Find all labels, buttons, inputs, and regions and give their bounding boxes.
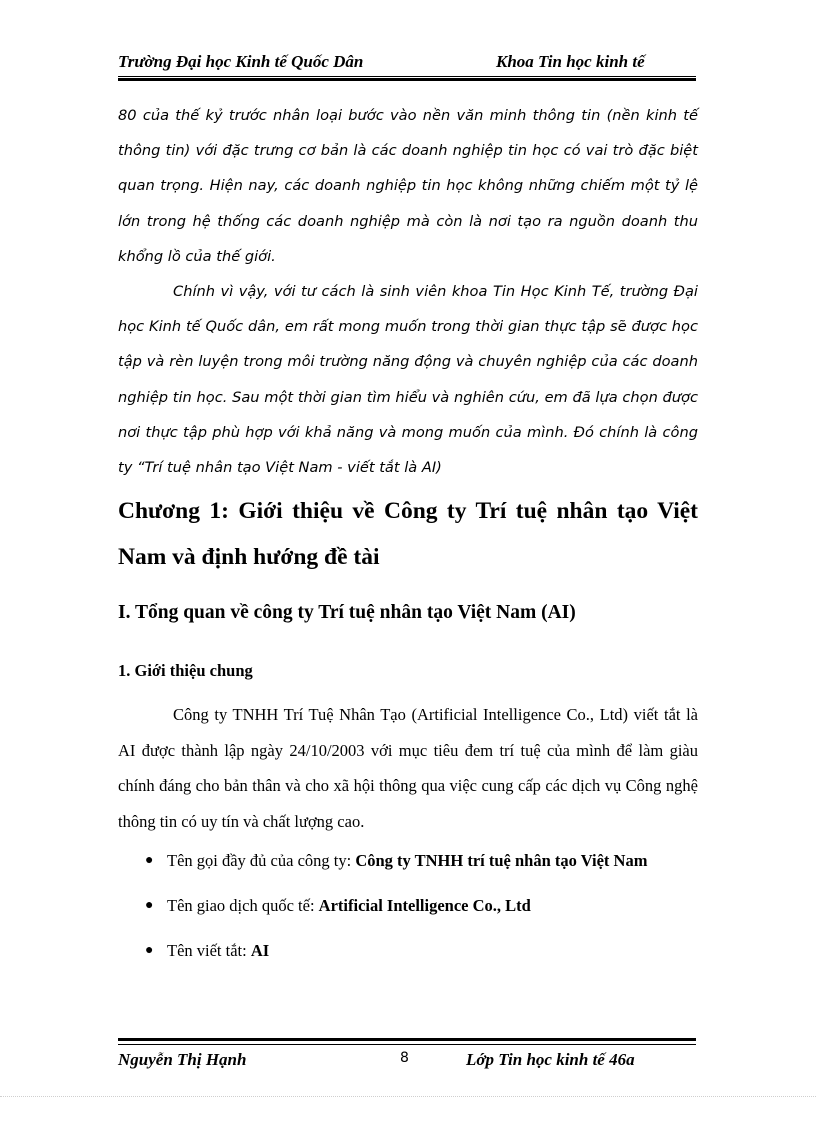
company-info-list: [118, 843, 698, 978]
page-number: 8: [400, 1050, 409, 1066]
list-item: [118, 843, 698, 878]
header-faculty: Khoa Tin học kinh tế: [496, 52, 645, 71]
subsection-heading: 1. Giới thiệu chung: [118, 661, 253, 680]
intro-text: [118, 98, 698, 485]
page-footer: [118, 1050, 696, 1074]
footer-author: Nguyễn Thị Hạnh: [118, 1050, 247, 1069]
list-item: [118, 888, 698, 923]
company-intro-paragraph: Công ty TNHH Trí Tuệ Nhân Tạo (Artificial Intelligence Co., Ltd) viết tắt là AI được thành lập ngày 24/10/2003 với mục tiêu đem trí tuệ của mình để làm giàu chính đáng cho bản thân và cho xã hội thông qua việc cung cấp các dịch vụ Công nghệ thông tin có uy tín và chất lượng cao.: [118, 705, 698, 831]
section-heading: I. Tổng quan về công ty Trí tuệ nhân tạo Việt Nam (AI): [118, 602, 576, 623]
list-item-label: Tên viết tắt:: [167, 941, 251, 960]
bullet-icon: ●: [145, 898, 154, 913]
header-university: Trường Đại học Kinh tế Quốc Dân: [118, 52, 364, 71]
chapter-heading: Chương 1: Giới thiệu về Công ty Trí tuệ nhân tạo Việt Nam và định hướng đề tài: [118, 498, 698, 570]
bullet-icon: ●: [145, 853, 154, 868]
list-item: [118, 933, 698, 968]
intro-paragraph-1: 80 của thế kỷ trước nhân loại bước vào nền văn minh thông tin (nền kinh tế thông tin) với đặc trưng cơ bản là các doanh nghiệp tin học có vai trò đặc biệt quan trọng. Hiện nay, các doanh nghiệp tin học không những chiếm một tỷ lệ lớn trong hệ thống các doanh nghiệp mà còn là nơi tạo ra nguồn doanh thu khổng lồ của thế giới.: [118, 107, 698, 265]
page-edge-divider: [0, 1096, 816, 1097]
bullet-icon: ●: [145, 943, 154, 958]
list-item-value: Artificial Intelligence Co., Ltd: [318, 896, 531, 915]
footer-class: Lớp Tin học kinh tế 46a: [466, 1050, 635, 1069]
list-item-value: Công ty TNHH trí tuệ nhân tạo Việt Nam: [355, 851, 648, 870]
page-header: [118, 50, 696, 77]
footer-divider: [118, 1038, 696, 1048]
list-item-label: Tên gọi đầy đủ của công ty:: [167, 851, 356, 870]
list-item-value: AI: [250, 941, 270, 960]
intro-paragraph-2: Chính vì vậy, với tư cách là sinh viên khoa Tin Học Kinh Tế, trường Đại học Kinh tế Quốc dân, em rất mong muốn trong thời gian thực tập sẽ được học tập và rèn luyện trong môi trường năng động và chuyên nghiệp của các doanh nghiệp tin học. Sau một thời gian tìm hiểu và nghiên cứu, em đã lựa chọn được nơi thực tập phù hợp với khả năng và mong muốn của mình. Đó chính là công ty “Trí tuệ nhân tạo Việt Nam - viết tắt là AI): [118, 283, 698, 477]
list-item-label: Tên giao dịch quốc tế:: [167, 896, 319, 915]
